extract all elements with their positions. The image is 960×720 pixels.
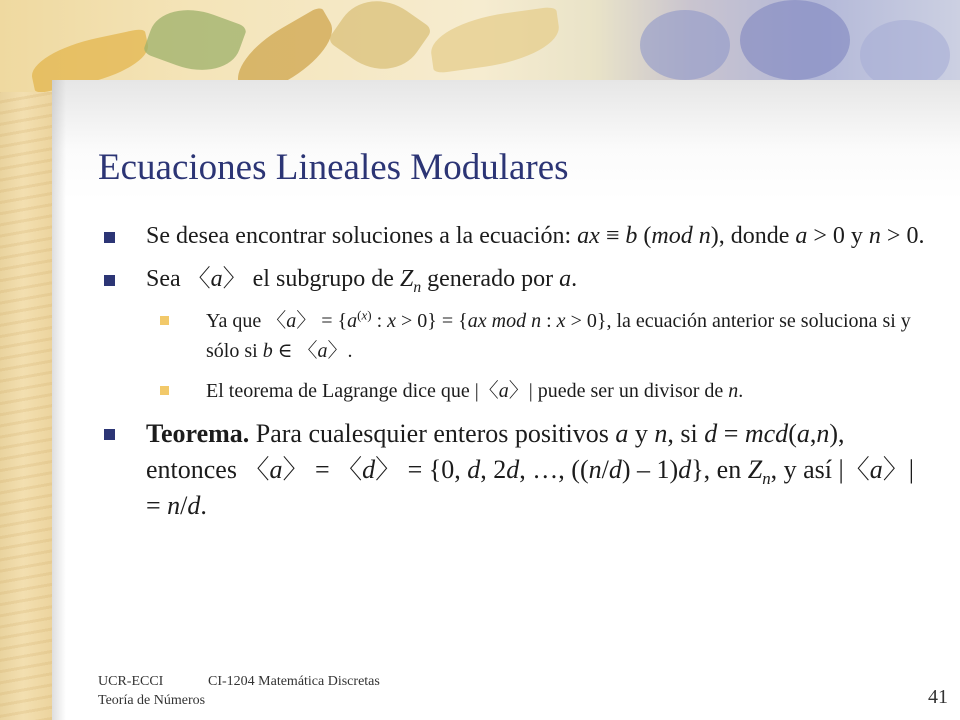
bullet-marker-icon xyxy=(104,429,115,440)
leaf-shape xyxy=(327,0,433,87)
sub-bullet-item xyxy=(98,376,930,406)
bullet-marker-icon xyxy=(104,232,115,243)
bullet-text: Ya que 〈a〉 = {$a^{(x)}$ : x > 0} = {ax mod n : x > 0}, la ecuación anterior se soluciona si y sólo si b ∈ 〈a〉. xyxy=(206,307,911,362)
page-number: 41 xyxy=(928,686,948,708)
left-parchment-strip xyxy=(0,0,52,720)
bullet-text: Sea 〈a〉 el subgrupo de $Z_n$ generado por a. xyxy=(146,266,578,296)
bullet-item xyxy=(98,220,930,253)
leaf-shape xyxy=(142,0,247,84)
bullet-item xyxy=(98,416,930,524)
decorative-banner xyxy=(0,0,960,92)
sub-bullet-item xyxy=(98,306,930,366)
bullet-marker-icon xyxy=(104,275,115,286)
bullet-marker-icon xyxy=(160,316,169,325)
footer-course: CI-1204 Matemática Discretas xyxy=(208,674,380,689)
bullet-marker-icon xyxy=(160,386,169,395)
slide-footer xyxy=(98,672,380,710)
bullet-text: Teorema. Para cualesquier enteros positivos a y n, si d = mcd(a,n), entonces 〈a〉 = 〈d〉 = {0, d, 2d, …, ((n/d) – 1)d}, en $Z_n$, y así |〈a〉| = n/d. xyxy=(146,419,914,520)
leaf-shape xyxy=(427,6,563,74)
bullet-text: Se desea encontrar soluciones a la ecuación: ax ≡ b (mod n), donde a > 0 y n > 0. xyxy=(146,223,925,249)
flower-shape xyxy=(740,0,850,80)
bullet-item xyxy=(98,263,930,296)
bullet-list xyxy=(98,220,930,534)
slide-title: Ecuaciones Lineales Modulares xyxy=(98,147,569,188)
flower-shape xyxy=(640,10,730,80)
footer-org: UCR-ECCI xyxy=(98,674,164,689)
bullet-text: El teorema de Lagrange dice que |〈a〉| puede ser un divisor de n. xyxy=(206,380,744,402)
footer-topic: Teoría de Números xyxy=(98,693,206,708)
